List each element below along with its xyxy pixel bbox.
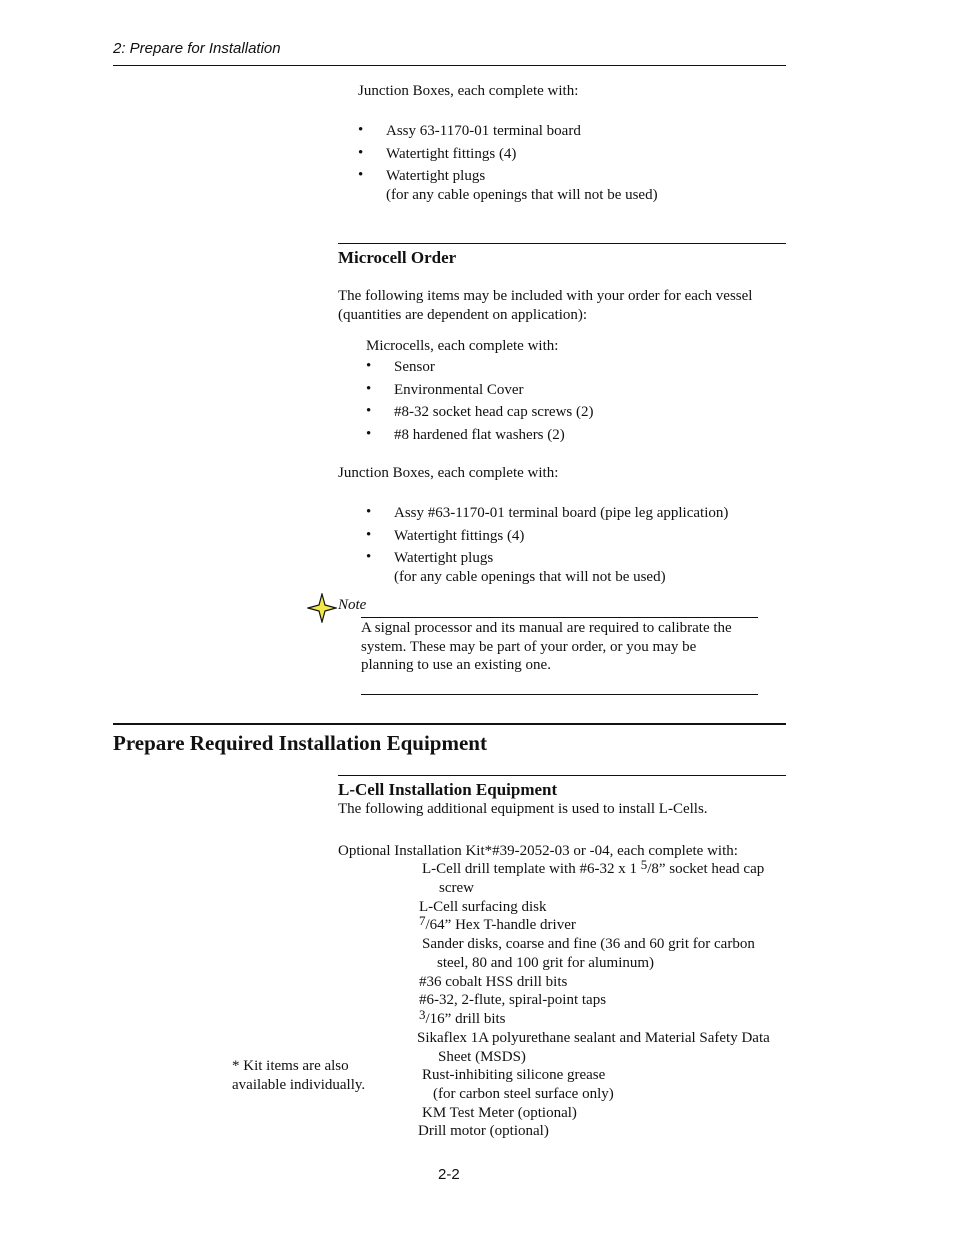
section-title: Prepare Required Installation Equipment xyxy=(113,731,487,755)
kit-item-grease: Rust-inhibiting silicone grease (for carbon steel surface only) xyxy=(422,1067,614,1102)
jb-top-list xyxy=(358,122,778,209)
kit-item-taps: #6-32, 2-flute, spiral-point taps xyxy=(419,992,607,1008)
kit-item-drill-template: L-Cell drill template with #6-32 x 1 $^5$/8” socket head cap screw xyxy=(422,857,765,896)
lcell-heading: L-Cell Installation Equipment xyxy=(338,780,558,799)
note-line1: A signal processor and its manual are required to calibrate the xyxy=(361,620,732,636)
lcell-intro: The following additional equipment is used to install L-Cells. xyxy=(338,801,708,817)
list-item: • Watertight plugs (for any cable openings that will not be used) xyxy=(366,549,786,587)
microcell-heading: Microcell Order xyxy=(338,248,457,267)
microcell-rule xyxy=(338,243,786,244)
four-point-star-icon xyxy=(307,593,337,623)
note-line3: planning to use an existing one. xyxy=(361,657,551,673)
running-header: 2: Prepare for Installation xyxy=(113,40,281,57)
note-line2: system. These may be part of your order, or you may be xyxy=(361,639,697,655)
lcell-rule xyxy=(338,775,786,776)
note-label: Note xyxy=(338,597,367,613)
kit-item-drill-motor: Drill motor (optional) xyxy=(418,1123,549,1139)
header-rule xyxy=(113,65,786,66)
list-item: • Sensor xyxy=(366,358,766,377)
kit-item-drill-bits-36: #36 cobalt HSS drill bits xyxy=(419,974,568,990)
kit-item-hex-driver: $^7$/64” Hex T-handle driver xyxy=(419,913,576,933)
list-item: • Environmental Cover xyxy=(366,381,766,400)
jb-intro: Junction Boxes, each complete with: xyxy=(338,465,559,481)
list-item: • Watertight fittings (4) xyxy=(358,145,778,164)
note-bottom-rule xyxy=(361,694,758,695)
list-item: • #8 hardened flat washers (2) xyxy=(366,426,766,445)
kit-intro: Optional Installation Kit*#39-2052-03 or -04, each complete with: xyxy=(338,843,738,859)
jb-list xyxy=(366,504,786,591)
microcell-paragraph-line1: The following items may be included with your order for each vessel xyxy=(338,288,753,304)
kit-item-sander-disks: Sander disks, coarse and fine (36 and 60 grit for carbon steel, 80 and 100 grit for aluminum) xyxy=(422,936,755,971)
list-item: • Assy #63-1170-01 terminal board (pipe leg application) xyxy=(366,504,786,523)
list-item: • #8-32 socket head cap screws (2) xyxy=(366,403,766,422)
kit-item-drill-bits-3-16: $^3$/16” drill bits xyxy=(419,1007,506,1027)
list-item: • Watertight plugs (for any cable openings that will not be used) xyxy=(358,167,778,205)
kit-item-sealant: Sikaflex 1A polyurethane sealant and Material Safety Data Sheet (MSDS) xyxy=(417,1030,770,1065)
list-item: • Assy 63-1170-01 terminal board xyxy=(358,122,778,141)
kit-item-surfacing-disk: L-Cell surfacing disk xyxy=(419,899,547,915)
microcell-list xyxy=(366,358,766,448)
list-item: • Watertight fittings (4) xyxy=(366,527,786,546)
note-top-rule xyxy=(361,617,758,618)
microcells-intro: Microcells, each complete with: xyxy=(366,338,559,354)
kit-item-test-meter: KM Test Meter (optional) xyxy=(422,1105,577,1121)
jb-top-intro: Junction Boxes, each complete with: xyxy=(358,83,579,99)
microcell-paragraph-line2: (quantities are dependent on application): xyxy=(338,307,588,323)
side-note-line1: * Kit items are also xyxy=(232,1058,349,1074)
section-rule xyxy=(113,723,786,725)
side-note-line2: available individually. xyxy=(232,1077,366,1093)
page-number: 2-2 xyxy=(438,1166,460,1183)
